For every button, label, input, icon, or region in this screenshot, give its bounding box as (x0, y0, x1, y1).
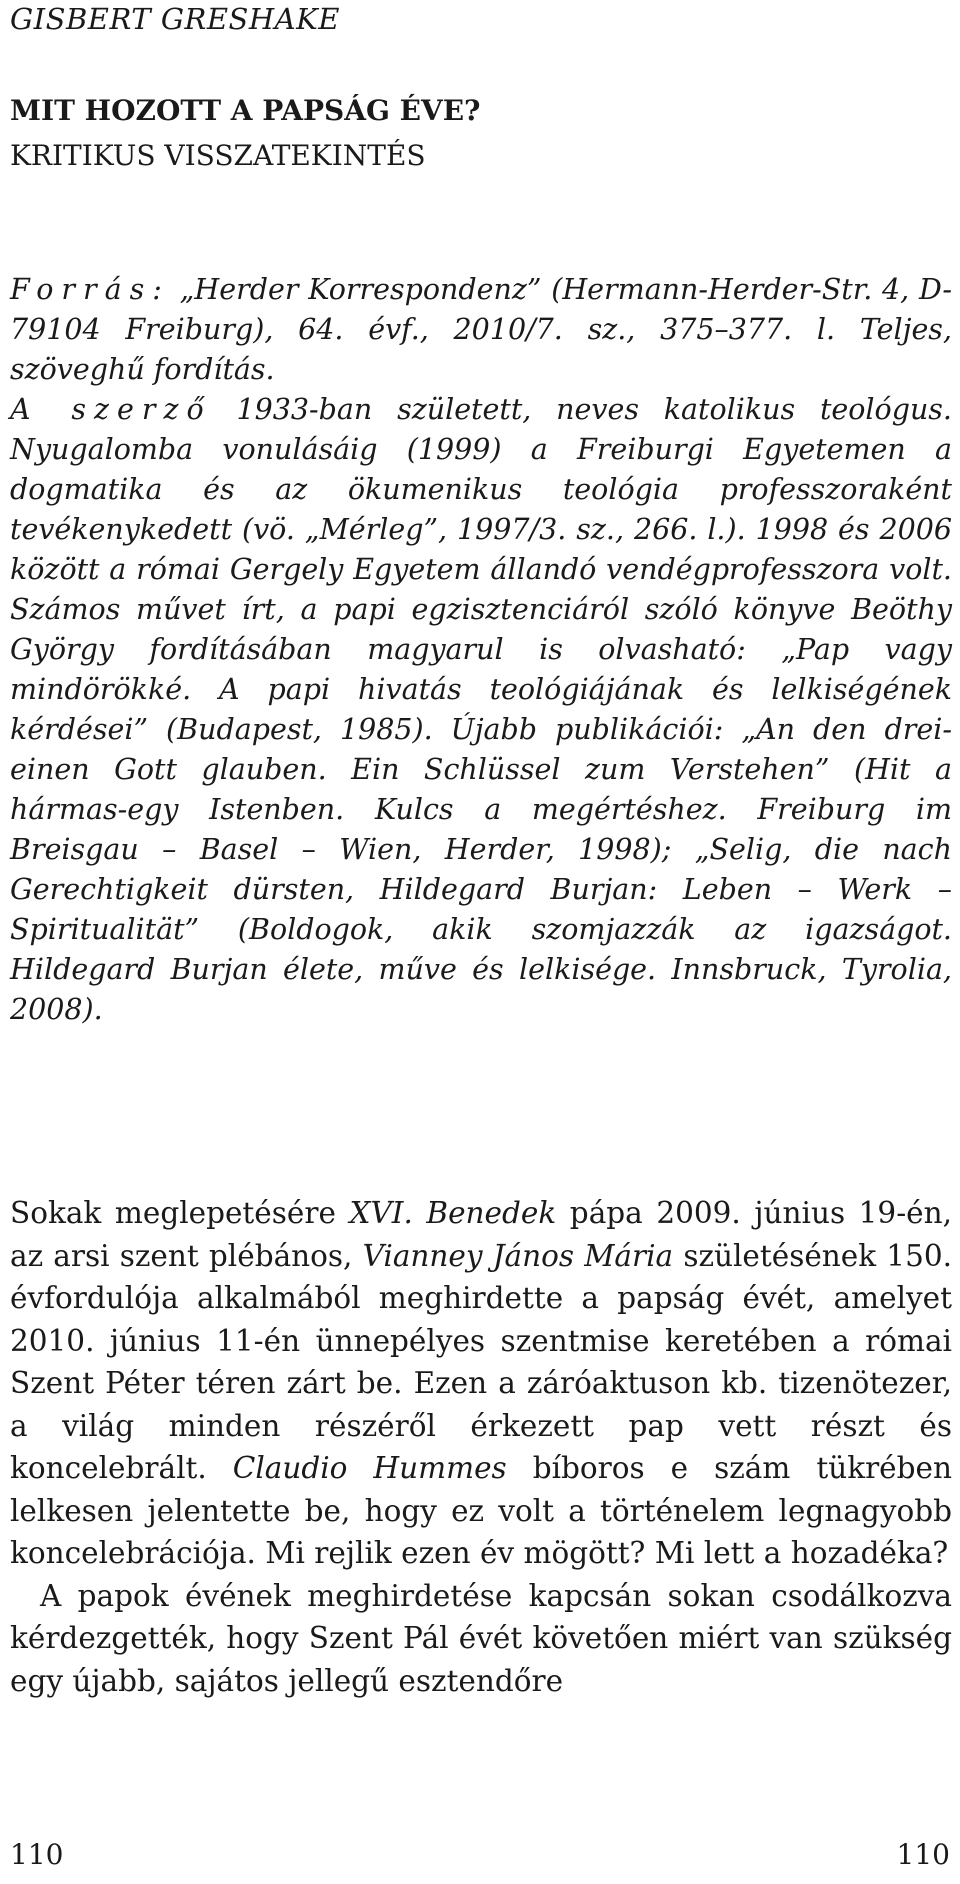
person-name: Claudio Hummes (232, 1451, 507, 1485)
document-page (10, 0, 952, 1884)
article-body (10, 1192, 952, 1702)
text-run: bíboros e szám tükrében lelkesen jelentette be, hogy ez volt a történelem legnagyobb koncelebrációja. Mi rejlik ezen év mögött? Mi lett a hozadéka? (10, 1451, 952, 1570)
source-note (10, 270, 952, 390)
author-label: A szerző (10, 393, 212, 426)
source-text: „Herder Korrespondenz” (Hermann-Herder-Str. 4, D-79104 Freiburg), 64. évf., 2010/7. sz., 375–377. l. Teljes, szöveghű fordítás. (10, 273, 952, 386)
text-run: pápa 2009. június 19-én, az arsi szent plébános, (10, 1196, 953, 1273)
person-name: XVI. Benedek (349, 1196, 557, 1230)
source-label: Forrás: (10, 273, 170, 306)
article-title (10, 88, 480, 178)
author-name: GISBERT GRESHAKE (10, 2, 340, 36)
author-text: 1933-ban született, neves katolikus teológus. Nyugalomba vonulásáig (1999) a Freiburgi Egyetemen a dogmatika és az ökumenikus teológia professzoraként tevékenykedett (vö. „Mérleg”, 1997/3. sz., 266. l.). 1998 és 2006 között a római Gergely Egyetem állandó vendégprofesszora volt. Számos művet írt, a papi egzisztenciáról szóló könyve Beöthy György fordításában magyarul is olvasható: „Pap vagy mindörökké. A papi hivatás teológiájának és lelkiségének kérdései” (Budapest, 1985). Újabb publikációi: „An den drei-einen Gott glauben. Ein Schlüssel zum Verstehen” (Hit a hármas-egy Istenben. Kulcs a megértéshez. Freiburg im Breisgau – Basel – Wien, Herder, 1998); „Selig, die nach Gerechtigkeit dürsten, Hildegard Burjan: Leben – Werk – Spiritualität” (Boldogok, akik szomjazzák az igazságot. Hildegard Burjan élete, műve és lelkisége. Innsbruck, Tyrolia, 2008). (10, 393, 952, 1026)
body-paragraph (10, 1192, 952, 1575)
person-name: Vianney János Mária (362, 1238, 674, 1273)
text-run: Sokak meglepetésére (10, 1196, 350, 1230)
text-run: születésének 150. évfordulója alkalmából meghirdette a papság évét, amelyet 2010. június 11-én ünnepélyes szentmise keretében a római Szent Péter téren zárt be. Ezen a záróaktuson kb. tizenötezer, a világ minden részéről érkezett pap vett részt és koncelebrált. (10, 1238, 952, 1485)
body-paragraph: A papok évének meghirdetése kapcsán sokan csodálkozva kérdezgették, hogy Szent Pál évét követően miért van szükség egy újabb, sajátos jellegű esztendőre (10, 1578, 952, 1698)
page-number-right: 110 (896, 1838, 950, 1871)
title-subtitle: KRITIKUS VISSZATEKINTÉS (10, 139, 426, 172)
title-main: MIT HOZOTT A PAPSÁG ÉVE? (10, 94, 481, 127)
page-number-left: 110 (10, 1838, 64, 1871)
author-note (10, 390, 952, 1030)
editorial-note (10, 270, 952, 1030)
